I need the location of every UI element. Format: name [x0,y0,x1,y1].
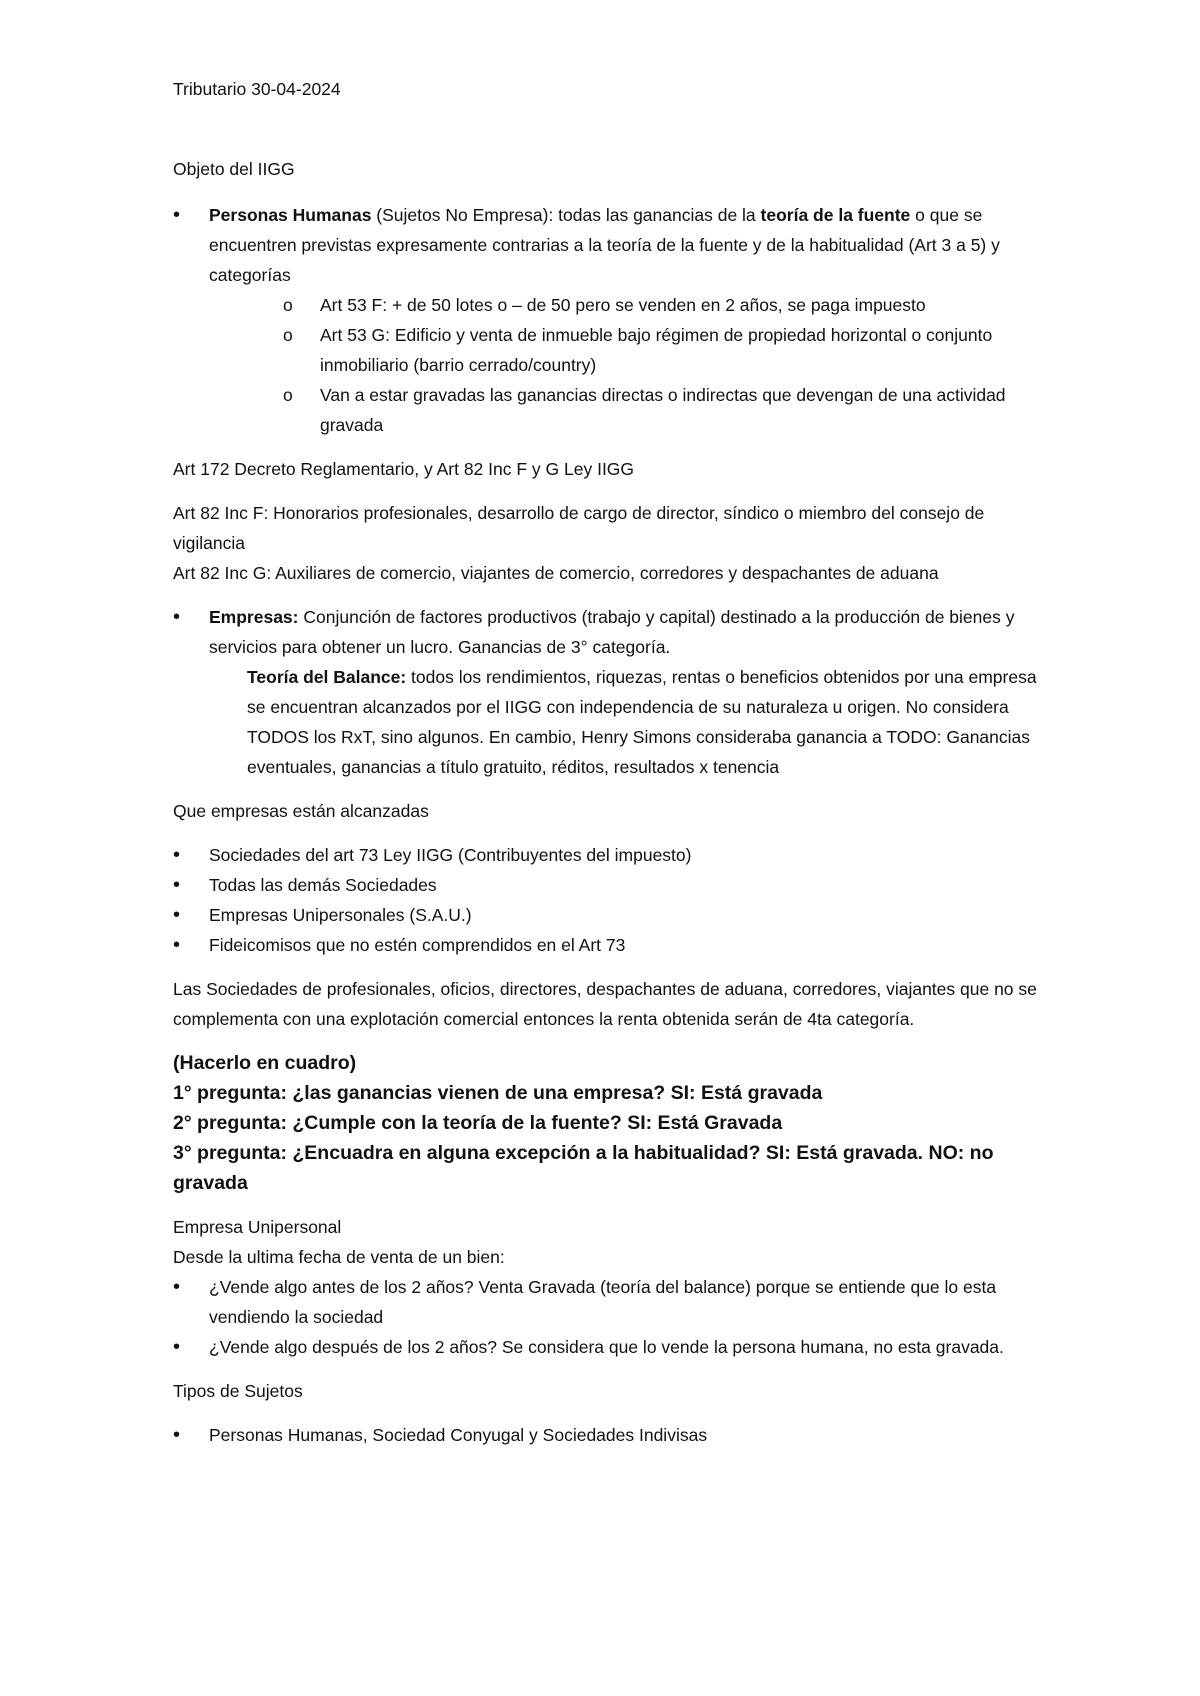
spacer [173,782,1053,796]
unipersonal-heading: Empresa Unipersonal [173,1217,342,1237]
document-title: Tributario 30-04-2024 [173,79,341,99]
empresas-item [173,602,1053,662]
empresas-list [173,602,1053,662]
alcanzadas-list [173,840,1053,960]
articles-sublist [173,290,1053,440]
personas-humanas-rest: o que se encuentren previstas expresamente contrarias a la teoría de la fuente y de la habitualidad (Art 3 a 5) y categorías [209,205,1000,285]
list-item: • Empresas Unipersonales (S.A.U.) [173,900,1053,930]
sub-item-text: Van a estar gravadas las ganancias directas o indirectas que devengan de una actividad gravada [320,385,1006,435]
spacer [173,184,1053,200]
alcanzadas-heading: Que empresas están alcanzadas [173,801,429,821]
teoria-balance-paragraph [173,662,1053,782]
teoria-fuente-label: teoría de la fuente [760,205,911,225]
sub-item-text: Art 53 G: Edificio y venta de inmueble bajo régimen de propiedad horizontal o conjunto inmobiliario (barrio cerrado/country) [320,325,993,375]
pregunta-1: 1° pregunta: ¿las ganancias vienen de una empresa? SI: Está gravada [173,1082,823,1104]
art82f-paragraph: Art 82 Inc F: Honorarios profesionales, desarrollo de cargo de director, síndico o miembro del consejo de vigilancia [173,503,985,553]
tipos-list [173,1420,1053,1450]
document-page [173,74,1053,1450]
spacer [173,1198,1053,1212]
sub-bullet-marker: o [283,385,293,405]
spacer [173,1034,1053,1048]
list-item: • ¿Vende algo después de los 2 años? Se considera que lo vende la persona humana, no esta gravada. [173,1332,1053,1362]
pregunta-3: 3° pregunta: ¿Encuadra en alguna excepción a la habitualidad? SI: Está gravada. NO: no gravada [173,1142,994,1194]
sociedades-paragraph: Las Sociedades de profesionales, oficios, directores, despachantes de aduana, corredores, viajantes que no se complementa con una explotación comercial entonces la renta obtenida serán de 4ta categoría. [173,979,1037,1029]
spacer [173,826,1053,840]
empresas-label: Empresas: [209,607,299,627]
tipos-heading: Tipos de Sujetos [173,1381,303,1401]
teoria-balance-label: Teoría del Balance: [247,667,407,687]
personas-humanas-item [173,200,1053,290]
personas-humanas-label: Personas Humanas [209,205,372,225]
spacer [173,440,1053,454]
personas-humanas-paren: (Sujetos No Empresa): todas las ganancias de la [371,205,761,225]
cuadro-title: (Hacerlo en cuadro) [173,1052,357,1074]
spacer [173,588,1053,602]
pregunta-2: 2° pregunta: ¿Cumple con la teoría de la fuente? SI: Está Gravada [173,1112,783,1134]
spacer [173,1406,1053,1420]
spacer [173,104,1053,154]
cuadro-block [173,1048,1053,1198]
sub-item [173,290,1053,320]
list-item: • Fideicomisos que no estén comprendidos en el Art 73 [173,930,1053,960]
list-item: • Todas las demás Sociedades [173,870,1053,900]
unipersonal-list [173,1272,1053,1362]
unipersonal-intro: Desde la ultima fecha de venta de un bien: [173,1247,505,1267]
sub-bullet-marker: o [283,325,293,345]
empresas-text: Conjunción de factores productivos (trabajo y capital) destinado a la producción de bienes y servicios para obtener un lucro. Ganancias de 3° categoría. [209,607,1015,657]
sub-item-text: Art 53 F: + de 50 lotes o – de 50 pero se venden en 2 años, se paga impuesto [320,295,926,315]
sub-item [173,320,1053,380]
spacer [173,1362,1053,1376]
art82g-paragraph: Art 82 Inc G: Auxiliares de comercio, viajantes de comercio, corredores y despachantes de aduana [173,563,939,583]
personas-humanas-list [173,200,1053,290]
list-item: • ¿Vende algo antes de los 2 años? Venta Gravada (teoría del balance) porque se entiende que lo esta vendiendo la sociedad [173,1272,1053,1332]
spacer [173,960,1053,974]
list-item: • Personas Humanas, Sociedad Conyugal y Sociedades Indivisas [173,1420,1053,1450]
sub-bullet-marker: o [283,295,293,315]
teoria-balance-text: todos los rendimientos, riquezas, rentas o beneficios obtenidos por una empresa se encuentran alcanzados por el IIGG con independencia de su naturaleza u origen. No considera TODOS los RxT, sino algunos. En cambio, Henry Simons consideraba ganancia a TODO: Ganancias eventuales, ganancias a título gratuito, réditos, resultados x tenencia [247,667,1037,777]
spacer [173,484,1053,498]
sub-item [173,380,1053,440]
list-item: • Sociedades del art 73 Ley IIGG (Contribuyentes del impuesto) [173,840,1053,870]
art172-paragraph: Art 172 Decreto Reglamentario, y Art 82 Inc F y G Ley IIGG [173,459,635,479]
section-heading-objeto: Objeto del IIGG [173,159,295,179]
